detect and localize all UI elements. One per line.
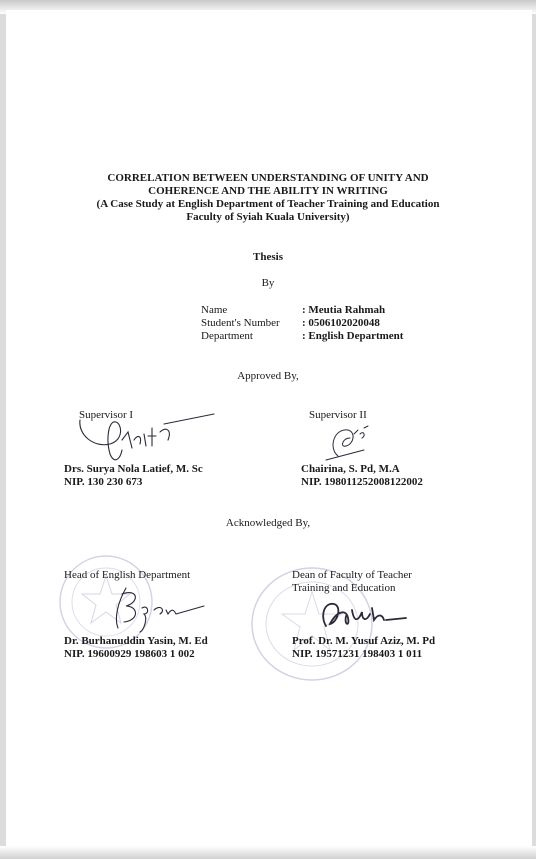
approved-by-label: Approved By, bbox=[237, 370, 299, 382]
title-line-4: Faculty of Syiah Kuala University) bbox=[186, 211, 350, 223]
document-type: Thesis bbox=[253, 251, 283, 263]
name-value: : Meutia Rahmah bbox=[302, 304, 386, 316]
head-department-role: Head of English Department bbox=[64, 569, 191, 581]
acknowledged-by-label: Acknowledged By, bbox=[225, 517, 311, 529]
scan-edge-bottom bbox=[0, 846, 536, 859]
student-number-label: Student's Number bbox=[201, 317, 280, 329]
title-line-1: CORRELATION BETWEEN UNDERSTANDING OF UNITY AND bbox=[107, 172, 429, 184]
supervisor2-name: Chairina, S. Pd, M.A bbox=[301, 463, 400, 475]
by-label: By bbox=[261, 277, 275, 289]
supervisor2-signature bbox=[324, 420, 384, 462]
supervisor2-role: Supervisor II bbox=[309, 409, 367, 421]
student-number-value: : 0506102020048 bbox=[302, 317, 380, 329]
supervisor1-nip: NIP. 130 230 673 bbox=[64, 476, 143, 488]
dean-role-line-1: Dean of Faculty of Teacher bbox=[292, 569, 412, 581]
dean-role-line-2: Training and Education bbox=[292, 582, 396, 594]
department-value: : English Department bbox=[302, 330, 404, 342]
dean-signature bbox=[318, 596, 408, 632]
supervisor1-role: Supervisor I bbox=[79, 409, 134, 421]
head-department-signature bbox=[104, 584, 208, 636]
head-department-name: Dr. Burhanuddin Yasin, M. Ed bbox=[64, 635, 208, 647]
dean-nip: NIP. 19571231 198403 1 011 bbox=[292, 648, 423, 660]
head-department-nip: NIP. 19600929 198603 1 002 bbox=[64, 648, 195, 660]
supervisor1-name: Drs. Surya Nola Latief, M. Sc bbox=[64, 463, 203, 475]
supervisor1-signature bbox=[76, 410, 216, 466]
dean-name: Prof. Dr. M. Yusuf Aziz, M. Pd bbox=[292, 635, 436, 647]
title-line-3: (A Case Study at English Department of Teacher Training and Education bbox=[96, 198, 440, 210]
department-label: Department bbox=[201, 330, 253, 342]
name-label: Name bbox=[201, 304, 228, 316]
supervisor2-nip: NIP. 198011252008122002 bbox=[301, 476, 423, 488]
title-line-2: COHERENCE AND THE ABILITY IN WRITING bbox=[148, 185, 388, 197]
